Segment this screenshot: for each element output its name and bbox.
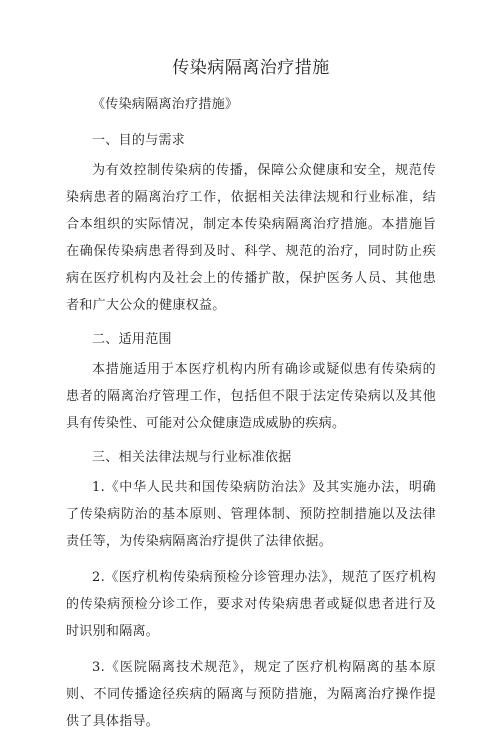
section3-heading: 三、相关法律法规与行业标准依据 xyxy=(92,450,292,465)
section2-body: 本措施适用于本医疗机构内所有确诊或疑似患有传染病的患者的隔离治疗管理工作，包括但不限于法定传染病以及其他具有传染性、可能对公众健康造成威胁的疾病。 xyxy=(66,362,436,431)
document-subtitle: 《传染病隔离治疗措施》 xyxy=(92,97,239,112)
section3-item-2: 2.《医疗机构传染病预检分诊管理办法》，规范了医疗机构的传染病预检分诊工作，要求对传染病患者或疑似患者进行及时识别和隔离。 xyxy=(66,570,436,639)
section2-heading: 二、适用范围 xyxy=(92,332,172,347)
section1-heading: 一、目的与需求 xyxy=(92,133,186,148)
section3-item-1: 1.《中华人民共和国传染病防治法》及其实施办法，明确了传染病防治的基本原则、管理体制、预防控制措施以及法律责任等，为传染病隔离治疗提供了法律依据。 xyxy=(66,480,436,549)
section1-body: 为有效控制传染病的传播，保障公众健康和安全，规范传染病患者的隔离治疗工作，依据相关法律法规和行业标准，结合本组织的实际情况，制定本传染病隔离治疗措施。本措施旨在确保传染病患者得到及时、科学、规范的治疗，同时防止疾病在医疗机构内及社会上的传播扩散，保护医务人员、其他患者和广大公众的健康权益。 xyxy=(66,163,436,313)
section3-item-3: 3.《医院隔离技术规范》，规定了医疗机构隔离的基本原则、不同传播途径疾病的隔离与预防措施，为隔离治疗操作提供了具体指导。 xyxy=(66,660,436,729)
document-title: 传染病隔离治疗措施 xyxy=(172,58,330,78)
